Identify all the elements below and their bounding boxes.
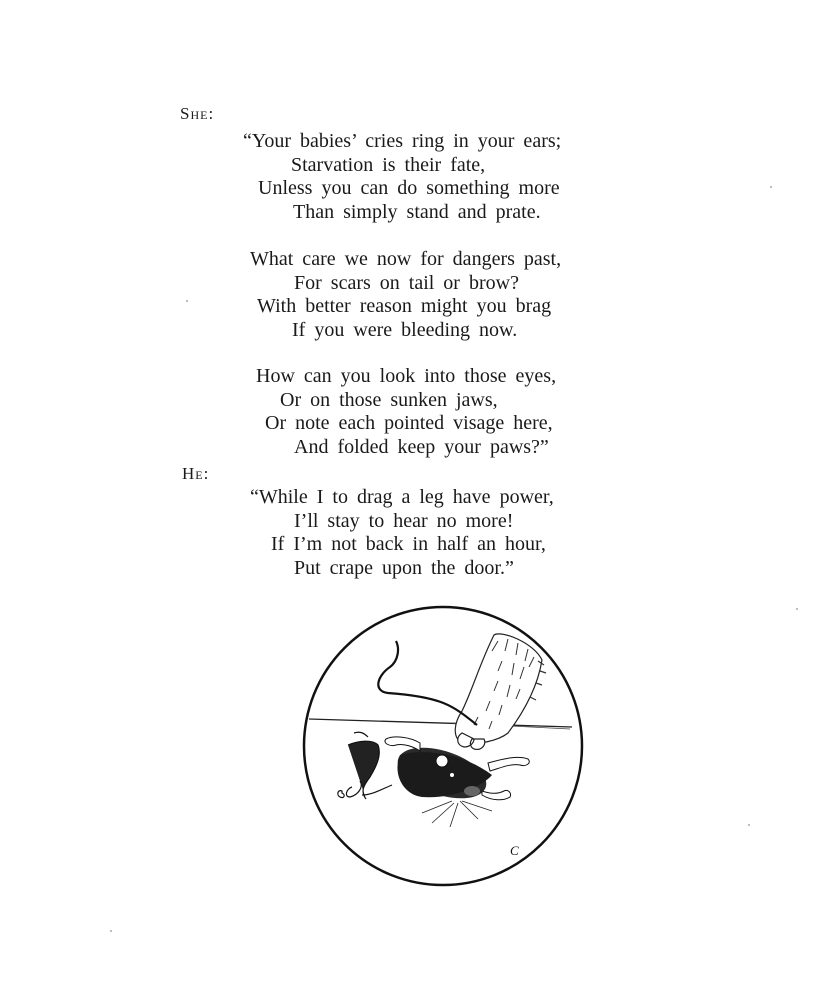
stanza-4	[250, 486, 554, 580]
artist-monogram: C	[510, 843, 519, 858]
verse-line: Starvation is their fate,	[291, 153, 486, 176]
cat-and-rat-illustration	[302, 605, 584, 887]
paper-speck	[770, 186, 772, 188]
crape-ribbon	[338, 732, 392, 799]
verse-line: For scars on tail or brow?	[294, 271, 519, 294]
verse-line: Put crape upon the door.”	[294, 556, 514, 579]
verse-line: Than simply stand and prate.	[293, 200, 541, 223]
verse-line: I’ll stay to hear no more!	[294, 509, 514, 532]
verse-line: If you were bleeding now.	[292, 318, 518, 341]
verse-line: What care we now for dangers past,	[250, 248, 562, 270]
cat-paw	[455, 634, 546, 749]
verse-line: Or on those sunken jaws,	[280, 388, 498, 411]
paper-speck	[796, 608, 798, 610]
verse-line: Or note each pointed visage here,	[265, 412, 553, 434]
verse-line: How can you look into those eyes,	[256, 365, 557, 387]
rat-body	[385, 737, 529, 827]
verse-line: With better reason might you brag	[257, 295, 552, 317]
verse-line: Unless you can do something more	[258, 177, 560, 199]
verse-line: “Your babies’ cries ring in your ears;	[243, 130, 562, 152]
stanza-2	[250, 248, 561, 342]
paper-speck	[748, 824, 750, 826]
stanza-3	[256, 365, 556, 459]
paper-speck	[186, 300, 188, 302]
paper-speck	[110, 930, 112, 932]
speaker-label-he: He:	[182, 464, 210, 483]
speaker-label-she: She:	[180, 104, 215, 123]
stanza-1	[243, 130, 561, 224]
horizon-line	[309, 719, 572, 727]
rat-tail	[378, 641, 477, 725]
verse-line: “While I to drag a leg have power,	[250, 486, 554, 508]
verse-line: If I’m not back in half an hour,	[271, 533, 546, 555]
verse-line: And folded keep your paws?”	[294, 435, 549, 458]
illustration-frame	[304, 607, 582, 885]
